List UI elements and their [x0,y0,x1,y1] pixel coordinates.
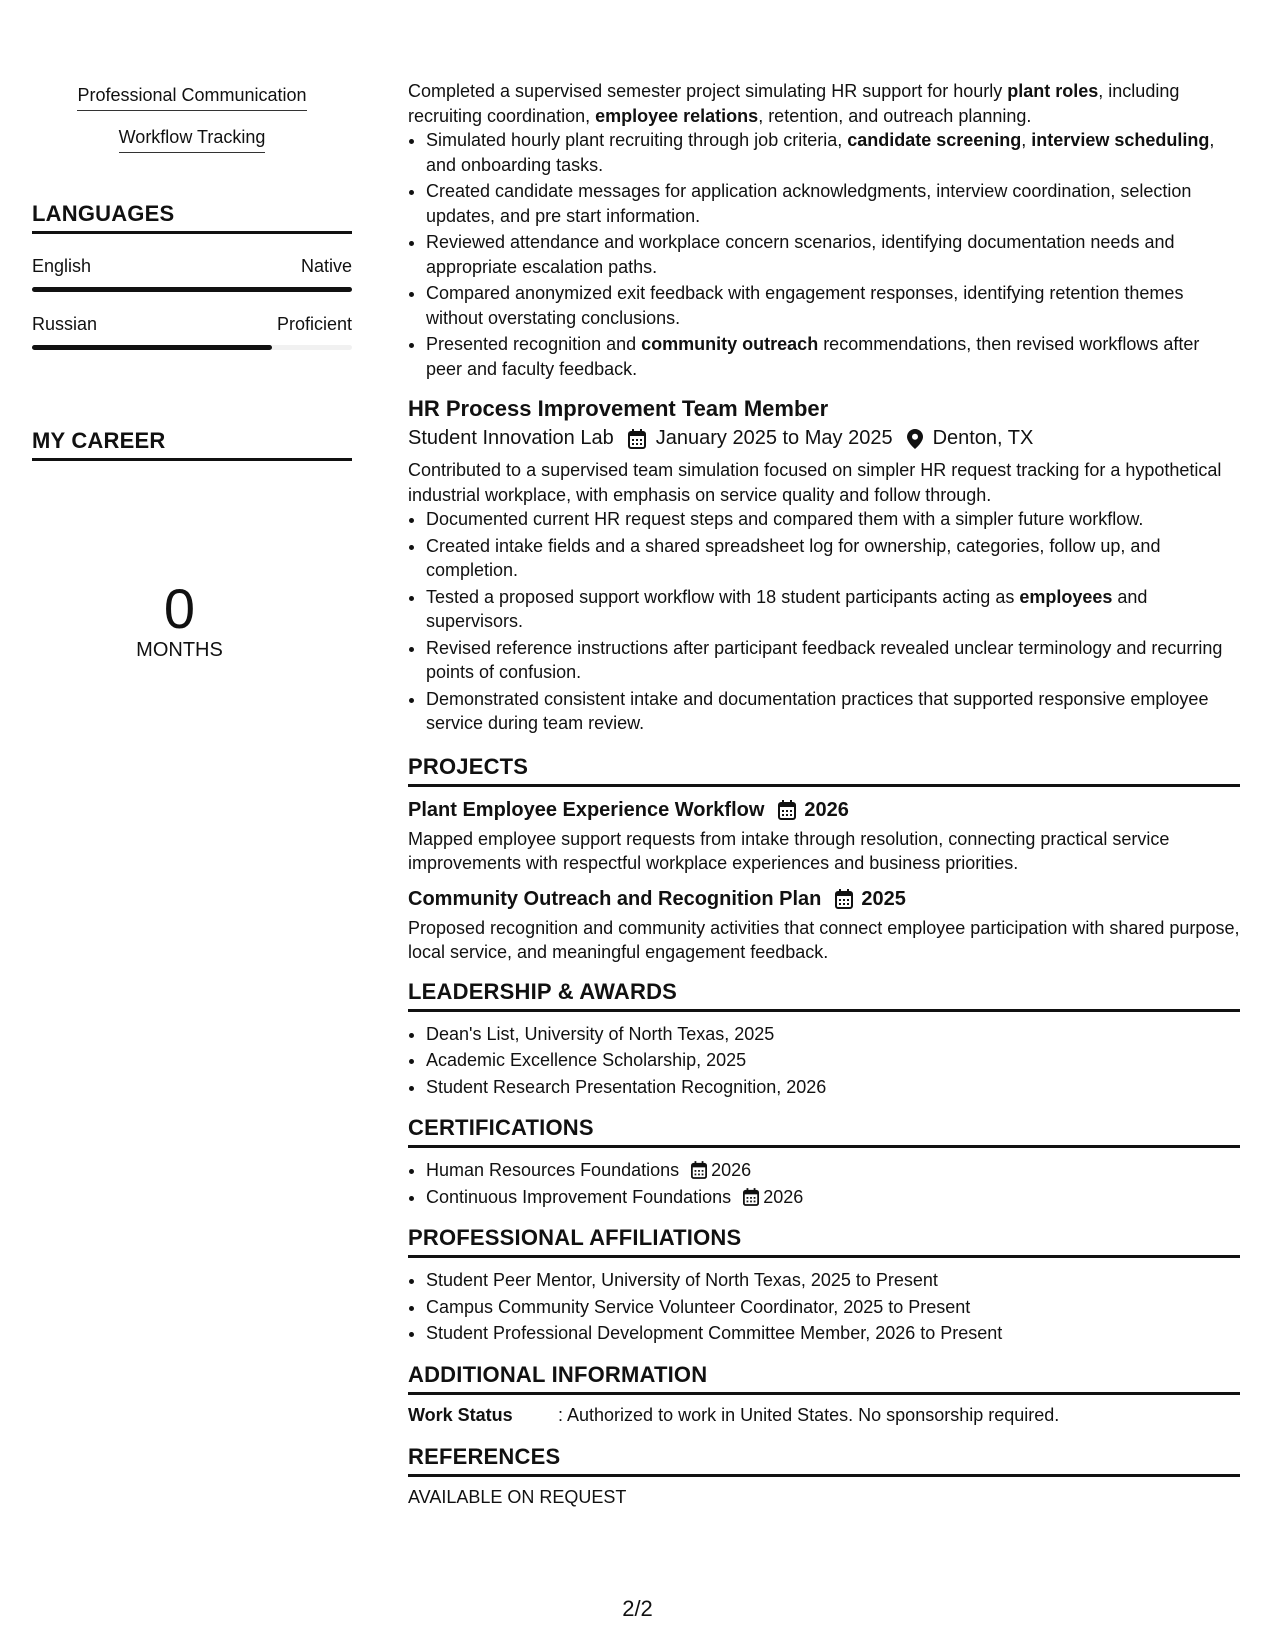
list-item: • Documented current HR request steps and compared them with a simpler future workflow. [426,507,1240,532]
leadership-section [408,979,1240,1100]
job-title: HR Process Improvement Team Member [408,396,829,421]
references-heading: REFERENCES [408,1444,1240,1477]
language-bar [32,287,352,292]
list-item: • Tested a proposed support workflow with 18 student participants acting as employees and supervisors. [426,585,1240,634]
affiliations-heading: PROFESSIONAL AFFILIATIONS [408,1225,1240,1258]
job-organization: Student Innovation Lab [408,427,614,449]
cert-name: • Human Resources Foundations [426,1160,680,1180]
language-name: Russian [32,314,98,334]
experience-entry [408,79,1240,381]
language-item [32,256,352,292]
languages-heading: LANGUAGES [32,201,352,234]
skills-list [32,84,352,168]
list-item: • Student Research Presentation Recognition, 2026 [426,1075,1240,1100]
skill-tag: Workflow Tracking [119,126,266,153]
calendar-icon [743,1188,759,1206]
list-item: • Compared anonymized exit feedback with engagement responses, identifying retention themes without overstating conclusions. [426,281,1240,330]
certifications-heading: CERTIFICATIONS [408,1115,1240,1148]
project-description: Proposed recognition and community activities that connect employee participation with shared purpose, local service, and meaningful engagement feedback. [408,917,1240,962]
projects-section [408,754,1240,965]
language-bar-fill [32,287,352,292]
list-item: • Student Peer Mentor, University of North Texas, 2025 to Present [426,1268,1240,1293]
skill-tag: Professional Communication [77,84,306,111]
language-level: Proficient [276,314,352,334]
list-item: • Academic Excellence Scholarship, 2025 [426,1048,1240,1073]
right-column [408,79,1240,1508]
left-column [32,84,352,662]
cert-name: • Continuous Improvement Foundations [426,1186,732,1207]
certifications-section [408,1115,1240,1209]
list-item: • Created intake fields and a shared spreadsheet log for ownership, categories, follow up, and completion. [426,534,1240,583]
list-item: • Demonstrated consistent intake and documentation practices that supported responsive employee service during team review. [426,687,1240,736]
language-bar-fill [32,345,272,350]
project-year: 2026 [804,798,849,821]
career-value: 0 [163,577,196,640]
list-item: • Campus Community Service Volunteer Coordinator, 2025 to Present [426,1295,1240,1320]
list-item: • Dean's List, University of North Texas, 2025 [426,1022,1240,1047]
job-location: Denton, TX [932,427,1034,449]
calendar-icon [691,1161,707,1179]
info-row [408,1405,1240,1426]
language-name: English [32,256,92,276]
list-item: • Simulated hourly plant recruiting through job criteria, candidate screening, interview scheduling, and onboarding tasks. [426,128,1240,177]
calendar-icon [835,889,853,909]
references-section [408,1444,1240,1508]
languages-section [32,201,352,350]
language-level: Native [300,256,352,276]
career-heading: MY CAREER [32,428,352,461]
job-bullets [408,128,1240,381]
page-number: 2/2 [622,1596,653,1621]
project-item [408,886,1240,965]
project-name: Community Outreach and Recognition Plan [408,887,822,910]
list-item [426,1185,1240,1210]
affiliations-section [408,1225,1240,1346]
calendar-icon [628,429,646,449]
cert-year: 2026 [763,1186,804,1207]
info-value: : Authorized to work in United States. No sponsorship required. [558,1404,1060,1425]
project-item [408,797,1240,876]
list-item: • Student Professional Development Committee Member, 2026 to Present [426,1321,1240,1346]
list-item: • Created candidate messages for application acknowledgments, interview coordination, selection updates, and pre start information. [426,179,1240,228]
info-label: Work Status [408,1404,513,1425]
additional-info-heading: ADDITIONAL INFORMATION [408,1362,1240,1395]
list-item [426,1158,1240,1183]
additional-info-section [408,1362,1240,1426]
list-item: • Revised reference instructions after participant feedback revealed unclear terminology and recurring points of confusion. [426,636,1240,685]
language-bar [32,345,352,350]
leadership-heading: LEADERSHIP & AWARDS [408,979,1240,1012]
cert-year: 2026 [711,1160,752,1180]
language-item [32,314,352,350]
job-description: Contributed to a supervised team simulation focused on simpler HR request tracking for a hypothetical industrial workplace, with emphasis on service quality and follow through. [408,460,1222,505]
project-description: Mapped employee support requests from intake through resolution, connecting practical service improvements with respectful workplace experiences and business priorities. [408,828,1170,873]
list-item: • Presented recognition and community outreach recommendations, then revised workflows after peer and faculty feedback. [426,332,1240,381]
project-year: 2025 [861,887,906,910]
career-unit: MONTHS [136,639,223,661]
job-bullets [408,507,1240,736]
experience-entry [408,395,1240,736]
calendar-icon [778,800,796,820]
projects-heading: PROJECTS [408,754,1240,787]
career-summary [32,579,327,662]
job-dates: January 2025 to May 2025 [655,427,893,449]
location-pin-icon [907,429,923,449]
job-description: Completed a supervised semester project simulating HR support for hourly plant roles, including recruiting coordination, employee relations, retention, and outreach planning. [408,81,1180,126]
job-meta [408,427,1240,450]
references-text: AVAILABLE ON REQUEST [408,1486,627,1507]
project-name: Plant Employee Experience Workflow [408,798,765,821]
list-item: • Reviewed attendance and workplace concern scenarios, identifying documentation needs and appropriate escalation paths. [426,230,1240,279]
